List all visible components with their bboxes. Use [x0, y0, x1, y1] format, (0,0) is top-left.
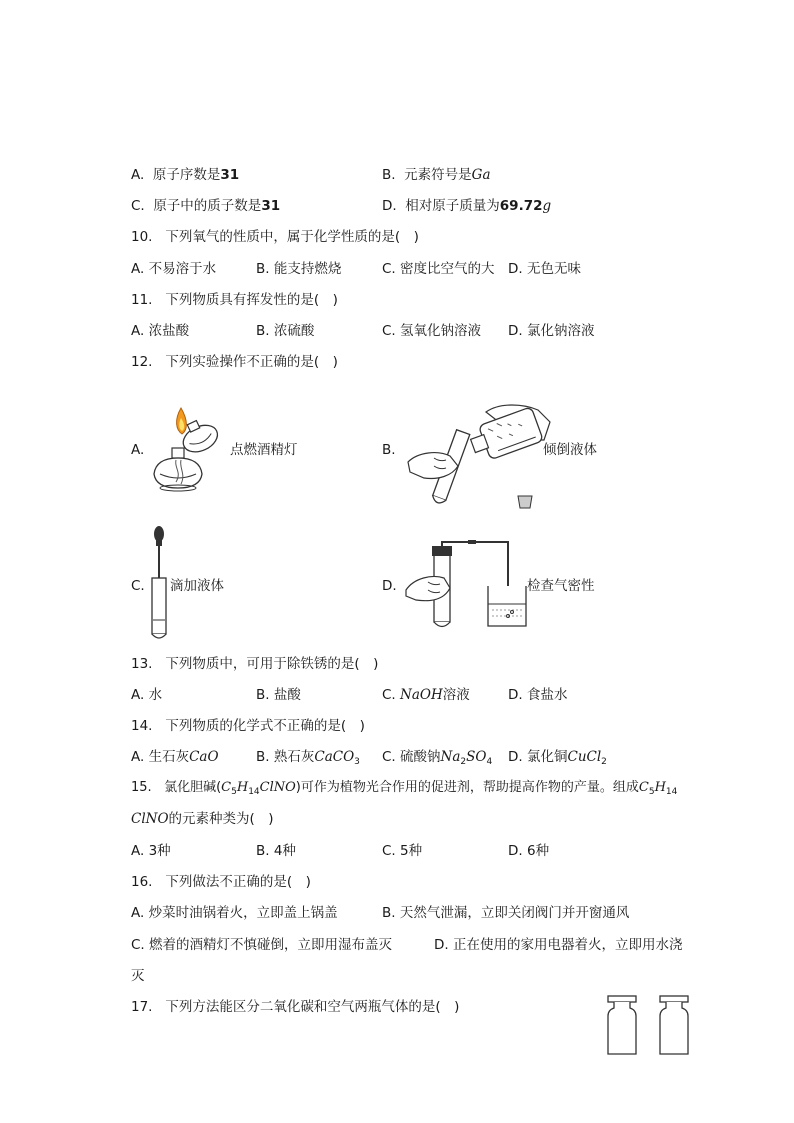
q15-option-b: B. 4种 [256, 843, 296, 859]
q14-option-c: C. 硫酸钠$Na_2SO_4$ [382, 749, 493, 767]
q15-stem-line1: 15. 氯化胆碱$(C_5H_{14}ClNO)$可作为植物光合作用的促进剂，帮助提高作物的产量。组成$C_5H_{14}$ [131, 780, 678, 797]
q13-stem: 13. 下列物质中，可用于除铁锈的是( ) [131, 656, 379, 672]
q10-option-a: A. 不易溶于水 [131, 261, 217, 277]
q12-stem: 12. 下列实验操作不正确的是( ) [131, 354, 338, 370]
pouring-liquid-figure [404, 400, 554, 515]
q11-stem: 11. 下列物质具有挥发性的是( ) [131, 292, 338, 308]
gas-bottles-figure [604, 994, 698, 1058]
q10-option-c: C. 密度比空气的大 [382, 261, 495, 277]
q10-option-d: D. 无色无味 [508, 261, 581, 277]
q13-option-a: A. 水 [131, 687, 163, 703]
q11-option-b: B. 浓硫酸 [256, 323, 315, 339]
q9-option-a: A. 原子序数是31 [131, 167, 240, 183]
q12-option-c-label: C. [131, 578, 145, 594]
q11-option-a: A. 浓盐酸 [131, 323, 190, 339]
q9-option-d: D. 相对原子质量为69.72g [382, 198, 552, 214]
q17-stem: 17. 下列方法能区分二氧化碳和空气两瓶气体的是( ) [131, 999, 460, 1015]
q16-option-c: C. 燃着的酒精灯不慎碰倒，立即用湿布盖灭 [131, 937, 393, 953]
q16-option-b: B. 天然气泄漏，立即关闭阀门并开窗通风 [382, 905, 630, 921]
q15-option-a: A. 3种 [131, 843, 171, 859]
q15-stem-line2: ClNO的元素种类为( ) [131, 811, 274, 827]
q12-option-a-caption: 点燃酒精灯 [230, 442, 298, 458]
q10-stem: 10. 下列氧气的性质中，属于化学性质的是( ) [131, 229, 419, 245]
q14-stem: 14. 下列物质的化学式不正确的是( ) [131, 718, 365, 734]
q11-option-c: C. 氢氧化钠溶液 [382, 323, 482, 339]
q15-option-c: C. 5种 [382, 843, 423, 859]
q9-option-b: B. 元素符号是Ga [382, 167, 491, 183]
airtightness-check-figure [404, 538, 534, 630]
q12-option-c-caption: 滴加液体 [170, 578, 224, 594]
q13-option-d: D. 食盐水 [508, 687, 568, 703]
q16-option-a: A. 炒菜时油锅着火，立即盖上锅盖 [131, 905, 338, 921]
q13-option-c: C. NaOH溶液 [382, 687, 470, 703]
q14-option-a: A. 生石灰CaO [131, 749, 219, 765]
q13-option-b: B. 盐酸 [256, 687, 301, 703]
q9-option-c: C. 原子中的质子数是31 [131, 198, 281, 214]
q16-stem: 16. 下列做法不正确的是( ) [131, 874, 311, 890]
dropping-liquid-figure [148, 524, 170, 642]
q11-option-d: D. 氯化钠溶液 [508, 323, 595, 339]
q15-option-d: D. 6种 [508, 843, 550, 859]
q14-option-b: B. 熟石灰CaCO$_3$ [256, 749, 360, 767]
q14-option-d: D. 氯化铜CuCl$_2$ [508, 749, 607, 767]
q12-option-a-label: A. [131, 442, 145, 458]
q12-option-d-caption: 检查气密性 [527, 578, 595, 594]
q10-option-b: B. 能支持燃烧 [256, 261, 342, 277]
q16-option-d-continued: 灭 [131, 968, 145, 984]
gas-bottle-1 [608, 996, 636, 1054]
q16-option-d: D. 正在使用的家用电器着火，立即用水浇 [434, 937, 683, 953]
q12-option-b-caption: 倾倒液体 [543, 442, 597, 458]
gas-bottle-2 [660, 996, 688, 1054]
q12-option-d-label: D. [382, 578, 397, 594]
q12-option-b-label: B. [382, 442, 396, 458]
alcohol-lamp-lighting-figure [148, 404, 228, 494]
